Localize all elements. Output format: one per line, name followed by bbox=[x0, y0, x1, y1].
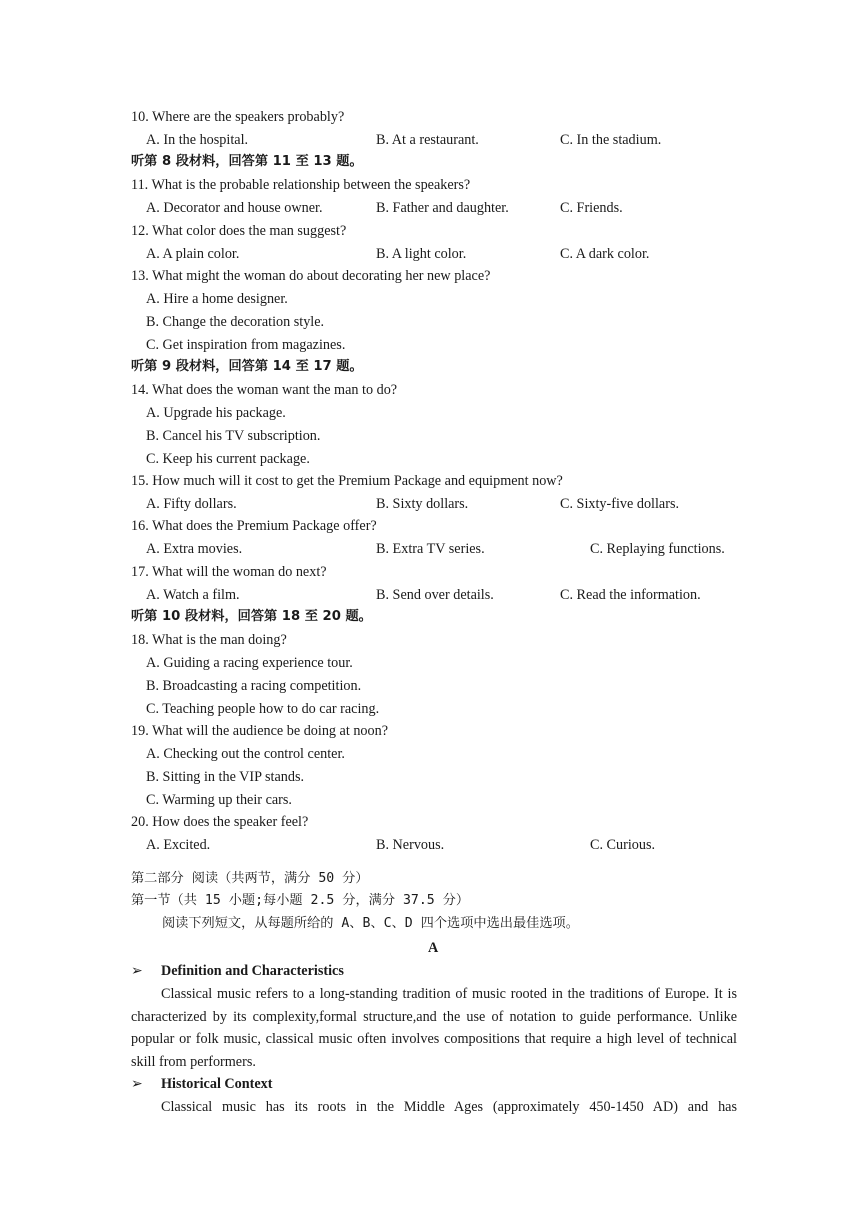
q14-option-a: A. Upgrade his package. bbox=[146, 405, 286, 421]
q16-option-b: B. Extra TV series. bbox=[376, 541, 485, 557]
question-10: 10. Where are the speakers probably? bbox=[131, 109, 345, 125]
instruction-section-9: 听第 9 段材料，回答第 14 至 17 题。 bbox=[131, 359, 363, 374]
q12-option-c: C. A dark color. bbox=[560, 246, 650, 262]
passage-label: A bbox=[428, 940, 439, 956]
question-13: 13. What might the woman do about decorating her new place? bbox=[131, 268, 491, 284]
q16-option-c: C. Replaying functions. bbox=[590, 541, 725, 557]
heading-historical: Historical Context bbox=[161, 1076, 273, 1092]
question-18: 18. What is the man doing? bbox=[131, 632, 287, 648]
q10-option-c: C. In the stadium. bbox=[560, 132, 662, 148]
q20-option-c: C. Curious. bbox=[590, 837, 656, 853]
q17-option-b: B. Send over details. bbox=[376, 587, 494, 603]
reading-part-title: 第二部分 阅读（共两节，满分 50 分） bbox=[131, 871, 369, 886]
question-12: 12. What color does the man suggest? bbox=[131, 223, 347, 239]
arrow-bullet-icon: ➢ bbox=[131, 963, 143, 979]
question-16: 16. What does the Premium Package offer? bbox=[131, 518, 377, 534]
arrow-bullet-icon: ➢ bbox=[131, 1076, 143, 1092]
q18-option-b: B. Broadcasting a racing competition. bbox=[146, 678, 362, 694]
q10-option-a: A. In the hospital. bbox=[146, 132, 249, 148]
paragraph-historical-text: Classical music has its roots in the Middle Ages (approximately 450-1450 AD) and has bbox=[161, 1099, 737, 1115]
paragraph-definition bbox=[131, 983, 737, 1074]
q19-option-b: B. Sitting in the VIP stands. bbox=[146, 769, 305, 785]
question-15: 15. How much will it cost to get the Premium Package and equipment now? bbox=[131, 473, 563, 489]
q14-option-c: C. Keep his current package. bbox=[146, 451, 310, 467]
question-11: 11. What is the probable relationship between the speakers? bbox=[131, 177, 471, 193]
q12-option-b: B. A light color. bbox=[376, 246, 467, 262]
reading-section-title: 第一节（共 15 小题;每小题 2.5 分，满分 37.5 分） bbox=[131, 893, 470, 908]
heading-historical-row bbox=[131, 1075, 273, 1093]
reading-instruction: 阅读下列短文，从每题所给的 A、B、C、D 四个选项中选出最佳选项。 bbox=[162, 916, 579, 931]
q15-option-a: A. Fifty dollars. bbox=[146, 496, 237, 512]
q10-option-b: B. At a restaurant. bbox=[376, 132, 479, 148]
q13-option-b: B. Change the decoration style. bbox=[146, 314, 325, 330]
q14-option-b: B. Cancel his TV subscription. bbox=[146, 428, 321, 444]
question-20: 20. How does the speaker feel? bbox=[131, 814, 309, 830]
q18-option-a: A. Guiding a racing experience tour. bbox=[146, 655, 353, 671]
q13-option-c: C. Get inspiration from magazines. bbox=[146, 337, 346, 353]
q13-option-a: A. Hire a home designer. bbox=[146, 291, 288, 307]
q11-option-a: A. Decorator and house owner. bbox=[146, 200, 323, 216]
instruction-section-10: 听第 10 段材料，回答第 18 至 20 题。 bbox=[131, 609, 372, 624]
heading-definition: Definition and Characteristics bbox=[161, 963, 344, 979]
paragraph-historical bbox=[131, 1096, 737, 1119]
q19-option-c: C. Warming up their cars. bbox=[146, 792, 292, 808]
question-19: 19. What will the audience be doing at noon? bbox=[131, 723, 389, 739]
paragraph-definition-text: Classical music refers to a long-standing tradition of music rooted in the traditions of Europe. It is characterized by its complexity,formal structure,and the use of notation to guide performance. Unlike popular or folk music, classical music often involves compositions that require a high level of technical skill from performers. bbox=[131, 986, 737, 1071]
question-14: 14. What does the woman want the man to do? bbox=[131, 382, 398, 398]
q16-option-a: A. Extra movies. bbox=[146, 541, 243, 557]
q17-option-c: C. Read the information. bbox=[560, 587, 701, 603]
instruction-section-8: 听第 8 段材料，回答第 11 至 13 题。 bbox=[131, 154, 363, 169]
heading-definition-row bbox=[131, 962, 344, 980]
q17-option-a: A. Watch a film. bbox=[146, 587, 240, 603]
q20-option-a: A. Excited. bbox=[146, 837, 211, 853]
q19-option-a: A. Checking out the control center. bbox=[146, 746, 345, 762]
q12-option-a: A. A plain color. bbox=[146, 246, 240, 262]
q20-option-b: B. Nervous. bbox=[376, 837, 445, 853]
q11-option-c: C. Friends. bbox=[560, 200, 623, 216]
q18-option-c: C. Teaching people how to do car racing. bbox=[146, 701, 380, 717]
q11-option-b: B. Father and daughter. bbox=[376, 200, 509, 216]
q15-option-c: C. Sixty-five dollars. bbox=[560, 496, 680, 512]
q15-option-b: B. Sixty dollars. bbox=[376, 496, 469, 512]
question-17: 17. What will the woman do next? bbox=[131, 564, 327, 580]
